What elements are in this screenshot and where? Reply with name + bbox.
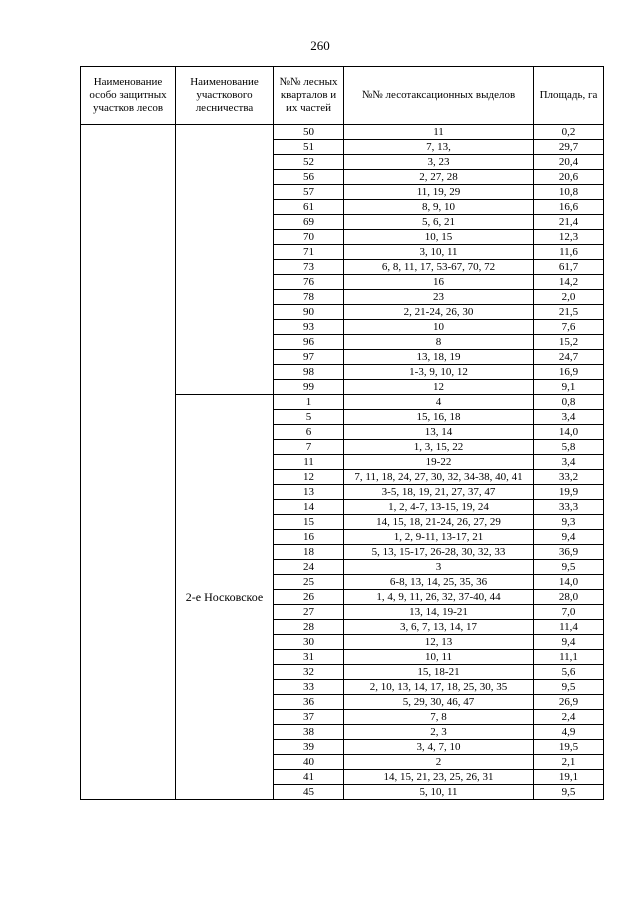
- allotments-cell: 6-8, 13, 14, 25, 35, 36: [344, 575, 534, 590]
- area-cell: 16,6: [534, 200, 604, 215]
- quarter-cell: 6: [274, 425, 344, 440]
- allotments-cell: 6, 8, 11, 17, 53-67, 70, 72: [344, 260, 534, 275]
- quarter-cell: 45: [274, 785, 344, 800]
- quarter-cell: 69: [274, 215, 344, 230]
- quarter-cell: 31: [274, 650, 344, 665]
- allotments-cell: 16: [344, 275, 534, 290]
- area-cell: 12,3: [534, 230, 604, 245]
- area-cell: 20,4: [534, 155, 604, 170]
- allotments-cell: 2, 10, 13, 14, 17, 18, 25, 30, 35: [344, 680, 534, 695]
- area-cell: 14,2: [534, 275, 604, 290]
- quarter-cell: 18: [274, 545, 344, 560]
- quarter-cell: 13: [274, 485, 344, 500]
- allotments-cell: 8: [344, 335, 534, 350]
- quarter-cell: 16: [274, 530, 344, 545]
- area-cell: 11,1: [534, 650, 604, 665]
- header-allotment-numbers: №№ лесотаксационных выделов: [344, 67, 534, 125]
- quarter-cell: 99: [274, 380, 344, 395]
- quarter-cell: 78: [274, 290, 344, 305]
- allotments-cell: 3, 23: [344, 155, 534, 170]
- area-cell: 14,0: [534, 425, 604, 440]
- area-cell: 36,9: [534, 545, 604, 560]
- quarter-cell: 38: [274, 725, 344, 740]
- allotments-cell: 23: [344, 290, 534, 305]
- header-area: Площадь, га: [534, 67, 604, 125]
- area-cell: 11,6: [534, 245, 604, 260]
- area-cell: 0,8: [534, 395, 604, 410]
- area-cell: 7,6: [534, 320, 604, 335]
- quarter-cell: 90: [274, 305, 344, 320]
- quarter-cell: 5: [274, 410, 344, 425]
- allotments-cell: 3-5, 18, 19, 21, 27, 37, 47: [344, 485, 534, 500]
- allotments-cell: 10, 15: [344, 230, 534, 245]
- area-cell: 11,4: [534, 620, 604, 635]
- allotments-cell: 1, 2, 4-7, 13-15, 19, 24: [344, 500, 534, 515]
- page-number: 260: [310, 38, 330, 53]
- area-cell: 9,1: [534, 380, 604, 395]
- quarter-cell: 50: [274, 125, 344, 140]
- allotments-cell: 15, 18-21: [344, 665, 534, 680]
- quarter-cell: 7: [274, 440, 344, 455]
- allotments-cell: 2, 3: [344, 725, 534, 740]
- area-cell: 21,4: [534, 215, 604, 230]
- allotments-cell: 12: [344, 380, 534, 395]
- allotments-cell: 3, 4, 7, 10: [344, 740, 534, 755]
- allotments-cell: 13, 14: [344, 425, 534, 440]
- area-cell: 28,0: [534, 590, 604, 605]
- area-cell: 15,2: [534, 335, 604, 350]
- allotments-cell: 2: [344, 755, 534, 770]
- area-cell: 9,5: [534, 560, 604, 575]
- protected-area-name-cell: [81, 125, 176, 800]
- header-quarter-numbers: №№ лесных кварталов и их частей: [274, 67, 344, 125]
- quarter-cell: 56: [274, 170, 344, 185]
- area-cell: 20,6: [534, 170, 604, 185]
- allotments-cell: 2, 21-24, 26, 30: [344, 305, 534, 320]
- allotments-cell: 1-3, 9, 10, 12: [344, 365, 534, 380]
- allotments-cell: 4: [344, 395, 534, 410]
- quarter-cell: 70: [274, 230, 344, 245]
- quarter-cell: 32: [274, 665, 344, 680]
- area-cell: 9,4: [534, 530, 604, 545]
- area-cell: 5,6: [534, 665, 604, 680]
- forestry-district-cell: 2-е Носковское: [176, 395, 274, 800]
- quarter-cell: 52: [274, 155, 344, 170]
- area-cell: 10,8: [534, 185, 604, 200]
- quarter-cell: 11: [274, 455, 344, 470]
- quarter-cell: 25: [274, 575, 344, 590]
- area-cell: 9,4: [534, 635, 604, 650]
- allotments-cell: 2, 27, 28: [344, 170, 534, 185]
- area-cell: 2,1: [534, 755, 604, 770]
- area-cell: 16,9: [534, 365, 604, 380]
- allotments-cell: 7, 8: [344, 710, 534, 725]
- quarter-cell: 26: [274, 590, 344, 605]
- allotments-cell: 8, 9, 10: [344, 200, 534, 215]
- quarter-cell: 40: [274, 755, 344, 770]
- allotments-cell: 1, 4, 9, 11, 26, 32, 37-40, 44: [344, 590, 534, 605]
- quarter-cell: 37: [274, 710, 344, 725]
- quarter-cell: 97: [274, 350, 344, 365]
- quarter-cell: 57: [274, 185, 344, 200]
- quarter-cell: 15: [274, 515, 344, 530]
- quarter-cell: 76: [274, 275, 344, 290]
- area-cell: 14,0: [534, 575, 604, 590]
- area-cell: 33,3: [534, 500, 604, 515]
- area-cell: 4,9: [534, 725, 604, 740]
- quarter-cell: 33: [274, 680, 344, 695]
- allotments-cell: 3, 10, 11: [344, 245, 534, 260]
- quarter-cell: 36: [274, 695, 344, 710]
- area-cell: 19,9: [534, 485, 604, 500]
- area-cell: 9,5: [534, 680, 604, 695]
- allotments-cell: 11: [344, 125, 534, 140]
- area-cell: 26,9: [534, 695, 604, 710]
- quarter-cell: 93: [274, 320, 344, 335]
- allotments-cell: 19-22: [344, 455, 534, 470]
- allotments-cell: 5, 10, 11: [344, 785, 534, 800]
- quarter-cell: 24: [274, 560, 344, 575]
- allotments-cell: 1, 2, 9-11, 13-17, 21: [344, 530, 534, 545]
- quarter-cell: 71: [274, 245, 344, 260]
- area-cell: 61,7: [534, 260, 604, 275]
- allotments-cell: 5, 29, 30, 46, 47: [344, 695, 534, 710]
- area-cell: 9,3: [534, 515, 604, 530]
- forest-areas-table: [80, 66, 604, 800]
- allotments-cell: 3, 6, 7, 13, 14, 17: [344, 620, 534, 635]
- area-cell: 19,1: [534, 770, 604, 785]
- area-cell: 3,4: [534, 455, 604, 470]
- table-body: [81, 125, 604, 800]
- area-cell: 29,7: [534, 140, 604, 155]
- allotments-cell: 14, 15, 21, 23, 25, 26, 31: [344, 770, 534, 785]
- allotments-cell: 10, 11: [344, 650, 534, 665]
- quarter-cell: 51: [274, 140, 344, 155]
- area-cell: 5,8: [534, 440, 604, 455]
- allotments-cell: 15, 16, 18: [344, 410, 534, 425]
- quarter-cell: 98: [274, 365, 344, 380]
- allotments-cell: 11, 19, 29: [344, 185, 534, 200]
- area-cell: 9,5: [534, 785, 604, 800]
- area-cell: 2,4: [534, 710, 604, 725]
- allotments-cell: 3: [344, 560, 534, 575]
- area-cell: 2,0: [534, 290, 604, 305]
- allotments-cell: 5, 13, 15-17, 26-28, 30, 32, 33: [344, 545, 534, 560]
- quarter-cell: 1: [274, 395, 344, 410]
- quarter-cell: 39: [274, 740, 344, 755]
- area-cell: 19,5: [534, 740, 604, 755]
- table-header-row: [81, 67, 604, 125]
- allotments-cell: 13, 14, 19-21: [344, 605, 534, 620]
- allotments-cell: 10: [344, 320, 534, 335]
- quarter-cell: 27: [274, 605, 344, 620]
- area-cell: 21,5: [534, 305, 604, 320]
- quarter-cell: 61: [274, 200, 344, 215]
- allotments-cell: 1, 3, 15, 22: [344, 440, 534, 455]
- quarter-cell: 12: [274, 470, 344, 485]
- table-row: [81, 125, 604, 140]
- area-cell: 24,7: [534, 350, 604, 365]
- allotments-cell: 12, 13: [344, 635, 534, 650]
- allotments-cell: 7, 11, 18, 24, 27, 30, 32, 34-38, 40, 41: [344, 470, 534, 485]
- allotments-cell: 5, 6, 21: [344, 215, 534, 230]
- quarter-cell: 73: [274, 260, 344, 275]
- header-protected-area-name: Наименование особо защитных участков лесов: [81, 67, 176, 125]
- area-cell: 7,0: [534, 605, 604, 620]
- quarter-cell: 96: [274, 335, 344, 350]
- allotments-cell: 14, 15, 18, 21-24, 26, 27, 29: [344, 515, 534, 530]
- allotments-cell: 13, 18, 19: [344, 350, 534, 365]
- quarter-cell: 28: [274, 620, 344, 635]
- header-forestry-district: Наименование участкового лесничества: [176, 67, 274, 125]
- area-cell: 3,4: [534, 410, 604, 425]
- forestry-district-cell: [176, 125, 274, 395]
- quarter-cell: 14: [274, 500, 344, 515]
- allotments-cell: 7, 13,: [344, 140, 534, 155]
- area-cell: 33,2: [534, 470, 604, 485]
- area-cell: 0,2: [534, 125, 604, 140]
- quarter-cell: 30: [274, 635, 344, 650]
- quarter-cell: 41: [274, 770, 344, 785]
